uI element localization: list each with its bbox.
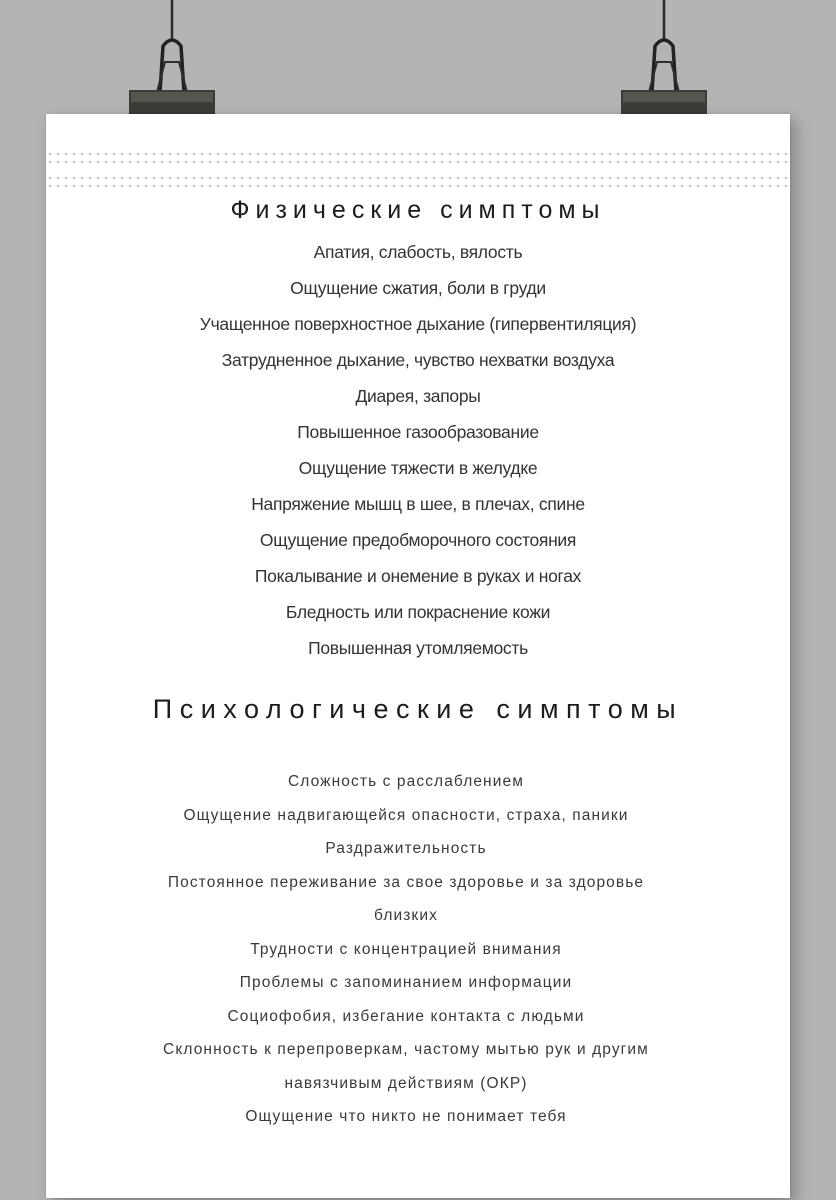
physical-symptoms-heading: Физические симптомы: [230, 196, 606, 224]
dotted-divider: [46, 176, 790, 180]
list-item: Сложность с расслаблением: [288, 773, 524, 790]
list-item: Трудности с концентрацией внимания: [250, 940, 562, 958]
list-item: Затрудненное дыхание, чувство нехватки воздуха: [221, 350, 615, 370]
list-item: Ощущение надвигающейся опасности, страха, паники: [183, 806, 629, 824]
list-item: Повышенное газообразование: [297, 422, 539, 442]
dotted-divider: [46, 160, 790, 164]
list-item: Ощущение тяжести в желудке: [298, 458, 538, 478]
symptoms-poster: [46, 114, 790, 1198]
list-item: Постоянное переживание за свое здоровье и за здоровье близких: [167, 873, 645, 924]
list-item: Диарея, запоры: [355, 386, 481, 406]
physical-symptoms-list: [46, 238, 790, 670]
psychological-symptoms-list: [141, 765, 671, 1134]
list-item: Напряжение мышц в шее, в плечах, спине: [251, 494, 585, 514]
psychological-symptoms-heading: Психологические симптомы: [152, 694, 684, 724]
list-item: Раздражительность: [325, 840, 487, 857]
list-item: Склонность к перепроверкам, частому мытью рук и другим навязчивым действиям (ОКР): [163, 1041, 649, 1092]
list-item: Учащенное поверхностное дыхание (гипервентиляция): [199, 314, 637, 334]
list-item: Ощущение сжатия, боли в груди: [290, 278, 546, 298]
list-item: Бледность или покраснение кожи: [285, 602, 551, 622]
list-item: Ощущение что никто не понимает тебя: [245, 1108, 567, 1125]
list-item: Апатия, слабость, вялость: [313, 242, 523, 262]
dotted-divider: [46, 184, 790, 188]
list-item: Покалывание и онемение в руках и ногах: [254, 566, 582, 586]
dotted-divider: [46, 152, 790, 156]
list-item: Социофобия, избегание контакта с людьми: [227, 1007, 585, 1025]
list-item: Проблемы с запоминанием информации: [239, 974, 573, 991]
list-item: Ощущение предобморочного состояния: [259, 530, 577, 550]
list-item: Повышенная утомляемость: [308, 638, 528, 658]
